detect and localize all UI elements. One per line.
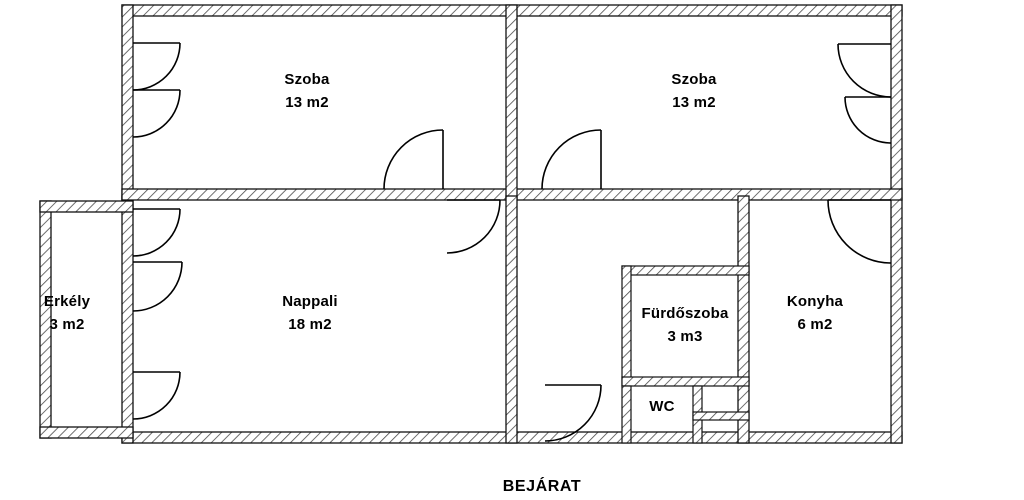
room-area: 6 m2 bbox=[797, 316, 833, 334]
door-szoba2-bottom bbox=[542, 130, 601, 189]
room-area: 3 m2 bbox=[49, 316, 85, 334]
door-szoba1-left-b bbox=[133, 90, 180, 137]
door-nappali-left-c bbox=[133, 372, 180, 419]
door-hallway bbox=[447, 200, 500, 253]
room-area: 18 m2 bbox=[288, 316, 332, 334]
entry-label: BEJÁRAT bbox=[502, 478, 582, 495]
door-szoba1-left-a bbox=[133, 43, 180, 90]
room-name: WC bbox=[649, 398, 675, 415]
door-nappali-left-a bbox=[133, 209, 180, 256]
room-name: Szoba bbox=[671, 71, 717, 88]
door-szoba2-right bbox=[838, 44, 891, 97]
room-name: Fürdőszoba bbox=[641, 305, 729, 322]
room-area: 3 m3 bbox=[667, 328, 703, 346]
room-area: 13 m2 bbox=[672, 94, 716, 112]
door-konyha-right bbox=[828, 200, 891, 263]
door-nappali-left-b bbox=[133, 262, 182, 311]
room-name: Szoba bbox=[284, 71, 330, 88]
door-szoba2-right-b bbox=[845, 97, 891, 143]
room-name: Nappali bbox=[282, 293, 338, 310]
door-szoba1-bottom bbox=[384, 130, 443, 189]
room-name: Konyha bbox=[786, 293, 844, 310]
room-area: 13 m2 bbox=[285, 94, 329, 112]
room-name: Erkély bbox=[43, 293, 91, 310]
walls-group bbox=[40, 5, 902, 443]
